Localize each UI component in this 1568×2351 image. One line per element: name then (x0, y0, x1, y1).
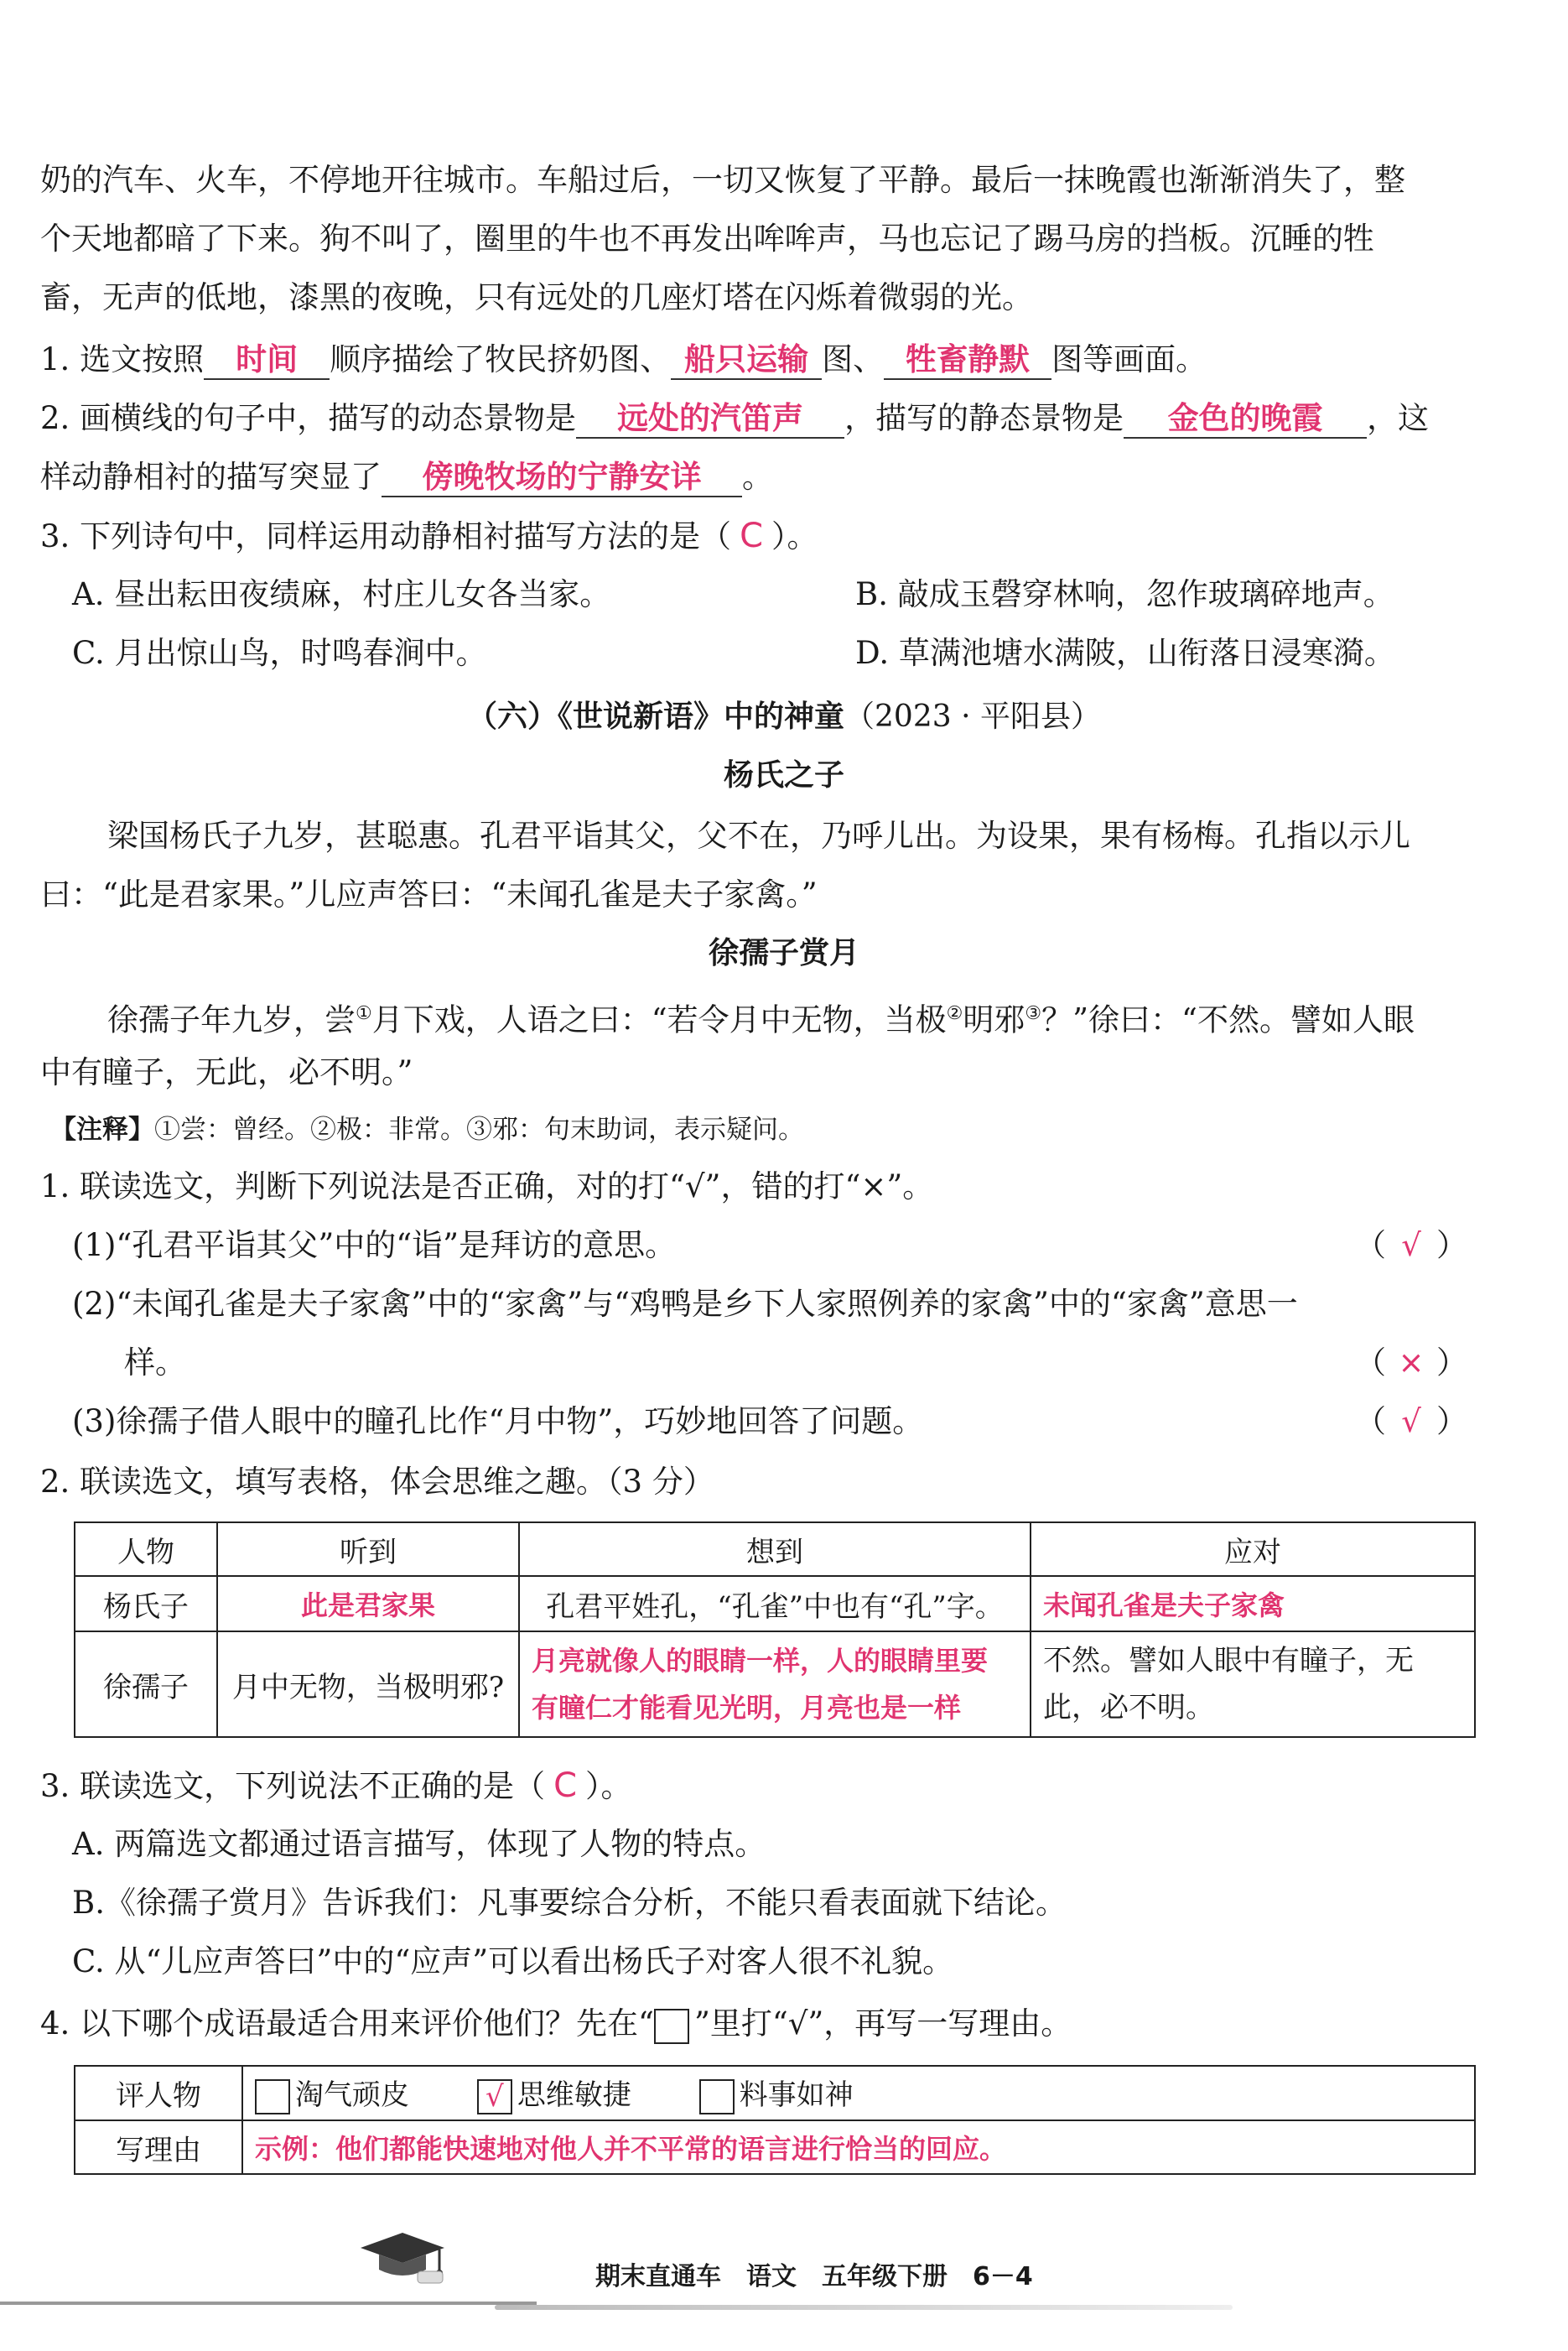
reason-answer: 示例：他们都能快速地对他人并不平常的语言进行恰当的回应。 (242, 2120, 1475, 2174)
question-2: 2. 联读选文，填写表格，体会思维之趣。（3 分） (40, 1464, 714, 1500)
question-3: 3. 下列诗句中，同样运用动静相衬描写方法的是（ C ）。 (40, 517, 818, 555)
option-c: C. 从“儿应声答曰”中的“应声”可以看出杨氏子对客人很不礼貌。 (72, 1943, 954, 1979)
question-2-cont: 样动静相衬的描写突显了 傍晚牧场的宁静安详 。 (40, 456, 773, 498)
judge-item: (3)徐孺子借人眼中的瞳孔比作“月中物”，巧妙地回答了问题。 (72, 1403, 924, 1439)
answer-blank: 船只运输 (671, 341, 822, 380)
choice-answer: C (553, 1766, 577, 1805)
option-b: B.《徐孺子赏月》告诉我们：凡事要综合分析，不能只看表面就下结论。 (72, 1885, 1067, 1921)
answer-blank: 金色的晚霞 (1124, 400, 1367, 439)
table-header: 应对 (1031, 1522, 1475, 1576)
checkbox[interactable] (255, 2079, 290, 2114)
table-cell: 月亮就像人的眼睛一样，人的眼睛里要 有瞳仁才能看见光明，月亮也是一样 (519, 1631, 1031, 1737)
question-4: 4. 以下哪个成语最适合用来评价他们？先在“ ”里打“√”，再写一写理由。 (40, 2003, 1072, 2045)
passage-line: 曰：“此是君家果。”儿应声答曰：“未闻孔雀是夫子家禽。” (40, 876, 818, 913)
checkbox-checked[interactable]: √ (477, 2079, 512, 2114)
question-1: 1. 选文按照 时间 顺序描绘了牧民挤奶图、 船只运输 图、 牲畜静默 图等画面。 (40, 339, 1207, 381)
table-header: 听到 (217, 1522, 519, 1576)
checkbox-icon (654, 2009, 689, 2044)
judge-item: (2)“未闻孔雀是夫子家禽”中的“家禽”与“鸡鸭是乡下人家照例养的家禽”中的“家禽”意思一 (72, 1286, 1298, 1322)
passage-line: 畜，无声的低地，漆黑的夜晚，只有远处的几座灯塔在闪烁着微弱的光。 (40, 279, 1033, 315)
answer-blank: 傍晚牧场的宁静安详 (382, 459, 742, 497)
passage-line: 奶的汽车、火车，不停地开往城市。车船过后，一切又恢复了平静。最后一抹晚霞也渐渐消失了，整 (40, 162, 1405, 198)
answer-table (74, 1521, 1476, 1738)
choice-answer: C (740, 517, 763, 555)
table-cell: 此是君家果 (217, 1576, 519, 1631)
answer-blank: 牲畜静默 (884, 341, 1051, 380)
table-header: 想到 (519, 1522, 1031, 1576)
judge-mark: （ × ） (1355, 1345, 1467, 1381)
option-d: D. 草满池塘水满陂，山衔落日浸寒漪。 (855, 635, 1395, 671)
judge-item-cont: 样。 (124, 1345, 186, 1381)
table-cell: 月中无物，当极明邪? (217, 1631, 519, 1737)
table-cell: 淘气顽皮 √ 思维敏捷 料事如神 (242, 2066, 1475, 2120)
question-3: 3. 联读选文，下列说法不正确的是（ C ）。 (40, 1766, 632, 1805)
footer-bar (495, 2305, 1233, 2310)
checkbox[interactable] (699, 2079, 735, 2114)
text-title: 杨氏之子 (723, 758, 844, 793)
judge-mark: （ √ ） (1355, 1227, 1467, 1263)
table-cell: 徐孺子 (75, 1631, 217, 1737)
judge-item: (1)“孔君平诣其父”中的“诣”是拜访的意思。 (72, 1227, 677, 1263)
option-c: C. 月出惊山鸟，时鸣春涧中。 (72, 635, 487, 671)
section-heading: （六）《世说新语》中的神童（2023 · 平阳县） (467, 700, 1101, 734)
footer-divider (0, 2302, 537, 2305)
passage-line: 中有瞳子，无此，必不明。” (40, 1054, 413, 1090)
evaluation-table (74, 2065, 1476, 2175)
judge-mark: （ √ ） (1355, 1403, 1467, 1439)
passage-line: 梁国杨氏子九岁，甚聪惠。孔君平诣其父，父不在，乃呼儿出。为设果，果有杨梅。孔指以示儿 (107, 818, 1410, 854)
passage-line: 个天地都暗了下来。狗不叫了，圈里的牛也不再发出哞哞声，马也忘记了踢马房的挡板。沉睡的牲 (40, 221, 1374, 257)
table-cell: 不然。譬如人眼中有瞳子，无 此，必不明。 (1031, 1631, 1475, 1737)
question-1: 1. 联读选文，判断下列说法是否正确，对的打“√”，错的打“×”。 (40, 1168, 934, 1204)
passage-line: 徐孺子年九岁，尝①月下戏，人语之曰：“若令月中无物，当极②明邪③？”徐曰：“不然。譬如人眼 (107, 1001, 1415, 1038)
text-title: 徐孺子赏月 (708, 936, 859, 970)
table-cell: 未闻孔雀是夫子家禽 (1031, 1576, 1475, 1631)
answer-blank: 时间 (204, 341, 330, 380)
table-label: 评人物 (75, 2066, 242, 2120)
page-footer (0, 2256, 1568, 2307)
footer-text: 期末直通车 语文 五年级下册 6－4 (595, 2262, 1033, 2291)
table-cell: 孔君平姓孔，“孔雀”中也有“孔”字。 (519, 1576, 1031, 1631)
option-a: A. 两篇选文都通过语言描写，体现了人物的特点。 (72, 1826, 766, 1862)
table-header: 人物 (75, 1522, 217, 1576)
table-label: 写理由 (75, 2120, 242, 2174)
option-b: B. 敲成玉磬穿林响，忽作玻璃碎地声。 (855, 576, 1394, 612)
annotation: 【注释】①尝：曾经。②极：非常。③邪：句末助词，表示疑问。 (50, 1115, 804, 1145)
option-a: A. 昼出耘田夜绩麻，村庄儿女各当家。 (72, 576, 611, 612)
question-2: 2. 画横线的句子中，描写的动态景物是 远处的汽笛声 ，描写的静态景物是 金色的晚霞 ，这 (40, 398, 1429, 440)
answer-blank: 远处的汽笛声 (576, 400, 844, 439)
table-cell: 杨氏子 (75, 1576, 217, 1631)
